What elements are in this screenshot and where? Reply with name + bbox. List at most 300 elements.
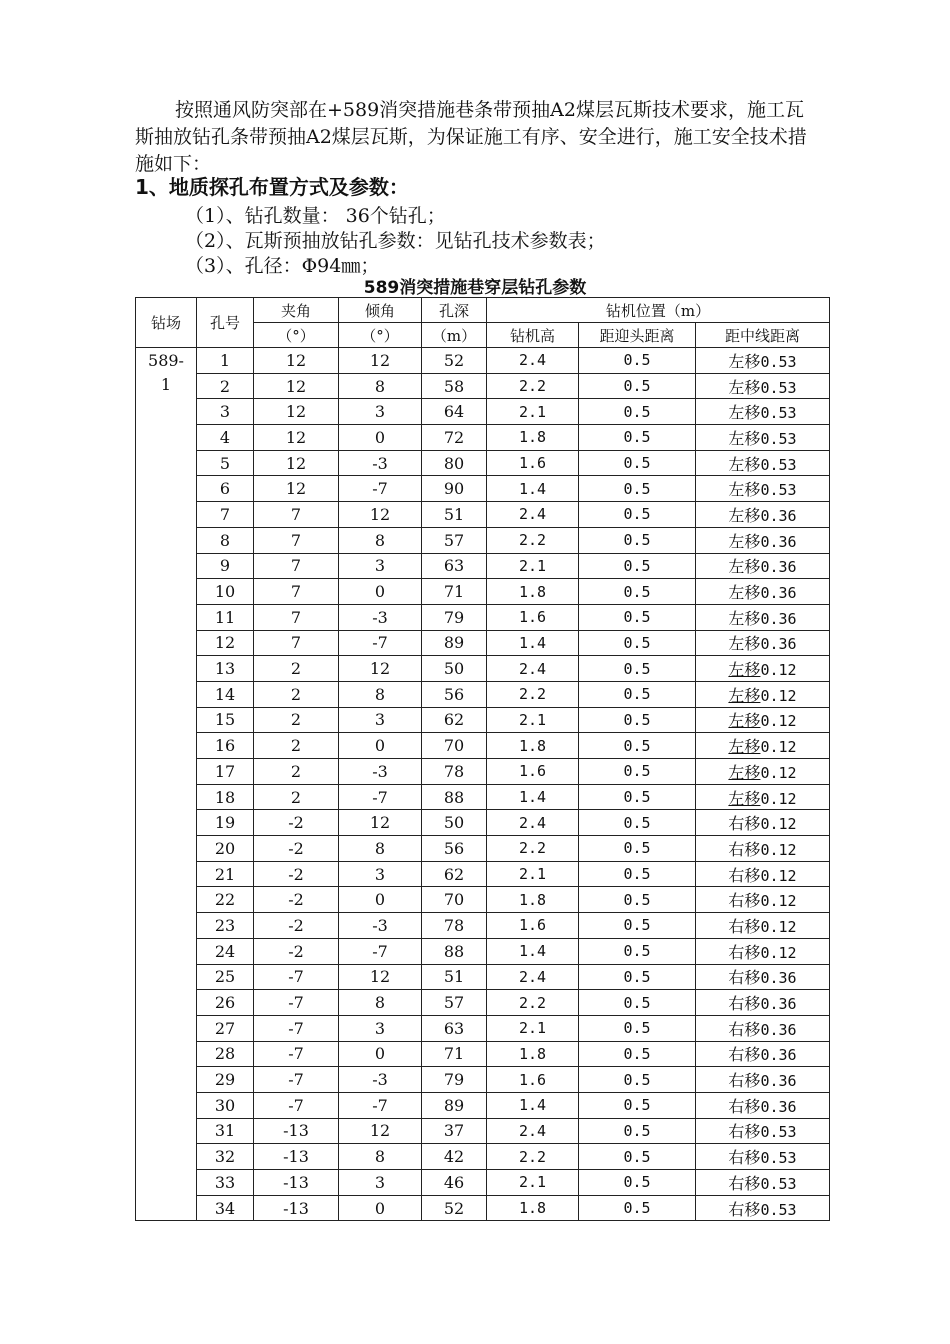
angle-h-cell: -2 [254,938,339,964]
header-dist-face: 距迎头距离 [579,323,696,348]
offset-value: 0.12 [760,943,797,962]
angle-h-cell: -13 [254,1144,339,1170]
dist-center-cell [696,604,830,630]
direction-label: 左移 [728,428,761,448]
angle-h-cell: 12 [254,450,339,476]
rig-height-cell: 1.8 [487,887,579,913]
table-row [136,579,830,605]
offset-value: 0.53 [760,481,797,500]
offset-value: 0.12 [760,686,797,705]
angle-v-cell: -7 [339,630,422,656]
direction-label: 右移 [728,1148,761,1168]
rig-height-cell: 2.4 [487,502,579,528]
rig-height-cell: 1.8 [487,733,579,759]
angle-h-cell: -7 [254,990,339,1016]
direction-label: 左移 [728,737,761,757]
angle-v-cell: 8 [339,681,422,707]
dist-center-cell [696,579,830,605]
angle-v-cell: 8 [339,527,422,553]
rig-height-cell: 1.6 [487,604,579,630]
dist-center-cell [696,1195,830,1221]
angle-h-cell: 7 [254,502,339,528]
dist-center-cell [696,784,830,810]
offset-value: 0.12 [760,866,797,885]
angle-h-cell: 7 [254,527,339,553]
depth-cell: 52 [422,1195,487,1221]
angle-v-cell: -7 [339,784,422,810]
table-row [136,810,830,836]
table-row [136,836,830,862]
dist-face-cell: 0.5 [579,399,696,425]
angle-v-cell: 3 [339,707,422,733]
angle-h-cell: 7 [254,604,339,630]
table-row [136,527,830,553]
dist-center-cell [696,1144,830,1170]
rig-height-cell: 1.6 [487,913,579,939]
table-row [136,759,830,785]
hole-no-cell: 16 [197,733,254,759]
offset-value: 0.36 [760,1072,797,1091]
rig-height-cell: 2.1 [487,553,579,579]
offset-value: 0.36 [760,969,797,988]
table-row [136,502,830,528]
table-row [136,450,830,476]
dist-face-cell: 0.5 [579,836,696,862]
depth-cell: 70 [422,733,487,759]
angle-v-cell: 8 [339,990,422,1016]
dist-center-cell [696,476,830,502]
header-rig-height: 钻机高 [487,323,579,348]
list-item: （2）、瓦斯预抽放钻孔参数：见钻孔技术参数表； [185,230,606,252]
offset-value: 0.12 [760,815,797,834]
offset-value: 0.12 [760,712,797,731]
header-depth-unit: （m） [422,323,487,348]
dist-face-cell: 0.5 [579,1118,696,1144]
table-row [136,476,830,502]
section-heading: 1、地质探孔布置方式及参数： [135,175,409,199]
depth-cell: 57 [422,990,487,1016]
offset-value: 0.12 [760,661,797,680]
dist-center-cell [696,759,830,785]
table-row [136,1170,830,1196]
depth-cell: 78 [422,759,487,785]
table-body [136,348,830,1221]
dist-center-cell [696,348,830,374]
offset-value: 0.36 [760,1097,797,1116]
table-row [136,1067,830,1093]
angle-h-cell: 2 [254,784,339,810]
depth-cell: 62 [422,861,487,887]
header-dist-center: 距中线距离 [696,323,830,348]
depth-cell: 79 [422,1067,487,1093]
hole-no-cell: 30 [197,1092,254,1118]
depth-cell: 88 [422,938,487,964]
dist-center-cell [696,1170,830,1196]
direction-label: 右移 [728,814,761,834]
hole-no-cell: 29 [197,1067,254,1093]
table-row [136,913,830,939]
hole-no-cell: 6 [197,476,254,502]
dist-face-cell: 0.5 [579,450,696,476]
dist-center-cell [696,810,830,836]
hole-no-cell: 15 [197,707,254,733]
dist-face-cell: 0.5 [579,681,696,707]
depth-cell: 89 [422,1092,487,1118]
offset-value: 0.53 [760,455,797,474]
angle-h-cell: -7 [254,1015,339,1041]
direction-label: 左移 [728,557,761,577]
dist-face-cell: 0.5 [579,913,696,939]
depth-cell: 50 [422,810,487,836]
dist-face-cell: 0.5 [579,579,696,605]
table-row [136,1015,830,1041]
direction-label: 左移 [728,505,761,525]
rig-height-cell: 2.2 [487,681,579,707]
angle-v-cell: -3 [339,450,422,476]
table-row [136,1195,830,1221]
direction-label: 左移 [728,403,761,423]
offset-value: 0.36 [760,532,797,551]
header-angle-v-unit: （°） [339,323,422,348]
dist-face-cell: 0.5 [579,964,696,990]
table-row [136,399,830,425]
dist-center-cell [696,733,830,759]
table-row [136,656,830,682]
angle-h-cell: -7 [254,1041,339,1067]
hole-no-cell: 32 [197,1144,254,1170]
hole-no-cell: 7 [197,502,254,528]
depth-cell: 46 [422,1170,487,1196]
angle-v-cell: 3 [339,1170,422,1196]
table-row [136,425,830,451]
table-row [136,373,830,399]
direction-label: 右移 [728,839,761,859]
depth-cell: 79 [422,604,487,630]
angle-h-cell: -2 [254,861,339,887]
dist-face-cell: 0.5 [579,861,696,887]
hole-no-cell: 20 [197,836,254,862]
dist-face-cell: 0.5 [579,990,696,1016]
hole-no-cell: 21 [197,861,254,887]
header-hole-no: 孔号 [197,298,254,348]
rig-height-cell: 2.4 [487,656,579,682]
dist-center-cell [696,1092,830,1118]
table-row [136,1092,830,1118]
offset-value: 0.12 [760,892,797,911]
angle-v-cell: -3 [339,759,422,785]
dist-center-cell [696,913,830,939]
hole-no-cell: 24 [197,938,254,964]
angle-h-cell: -13 [254,1118,339,1144]
depth-cell: 51 [422,502,487,528]
dist-center-cell [696,1067,830,1093]
dist-face-cell: 0.5 [579,733,696,759]
dist-face-cell: 0.5 [579,348,696,374]
intro-text: 按照通风防突部在+589消突措施巷条带预抽A2煤层瓦斯技术要求，施工瓦斯抽放钻孔条带预抽A2煤层瓦斯，为保证施工有序、安全进行，施工安全技术措施如下： [135,99,807,175]
header-station: 钻场 [136,298,197,348]
angle-h-cell: 7 [254,579,339,605]
dist-center-cell [696,1118,830,1144]
offset-value: 0.12 [760,840,797,859]
angle-v-cell: 0 [339,733,422,759]
header-position: 钻机位置（m） [487,298,830,323]
hole-no-cell: 2 [197,373,254,399]
hole-no-cell: 26 [197,990,254,1016]
rig-height-cell: 1.4 [487,784,579,810]
depth-cell: 88 [422,784,487,810]
depth-cell: 80 [422,450,487,476]
dist-center-cell [696,990,830,1016]
dist-center-cell [696,1041,830,1067]
dist-center-cell [696,836,830,862]
direction-label: 左移 [728,634,761,654]
offset-value: 0.53 [760,352,797,371]
angle-h-cell: 2 [254,733,339,759]
offset-value: 0.53 [760,378,797,397]
depth-cell: 72 [422,425,487,451]
dist-face-cell: 0.5 [579,1144,696,1170]
depth-cell: 89 [422,630,487,656]
direction-label: 右移 [728,891,761,911]
angle-h-cell: 2 [254,656,339,682]
dist-face-cell: 0.5 [579,630,696,656]
header-depth: 孔深 [422,298,487,323]
dist-face-cell: 0.5 [579,425,696,451]
dist-center-cell [696,964,830,990]
depth-cell: 71 [422,1041,487,1067]
depth-cell: 71 [422,579,487,605]
angle-v-cell: 3 [339,1015,422,1041]
depth-cell: 57 [422,527,487,553]
direction-label: 右移 [728,1199,761,1219]
direction-label: 右移 [728,968,761,988]
angle-v-cell: 0 [339,1041,422,1067]
hole-no-cell: 11 [197,604,254,630]
dist-center-cell [696,399,830,425]
offset-value: 0.36 [760,506,797,525]
depth-cell: 90 [422,476,487,502]
hole-no-cell: 25 [197,964,254,990]
table-row [136,1144,830,1170]
hole-no-cell: 19 [197,810,254,836]
rig-height-cell: 2.4 [487,348,579,374]
dist-face-cell: 0.5 [579,604,696,630]
dist-face-cell: 0.5 [579,1015,696,1041]
rig-height-cell: 2.4 [487,1118,579,1144]
table-row [136,938,830,964]
dist-center-cell [696,450,830,476]
offset-value: 0.36 [760,1020,797,1039]
hole-no-cell: 3 [197,399,254,425]
dist-center-cell [696,887,830,913]
angle-h-cell: -2 [254,887,339,913]
dist-center-cell [696,527,830,553]
offset-value: 0.36 [760,558,797,577]
offset-value: 0.36 [760,635,797,654]
table-row [136,1041,830,1067]
angle-v-cell: 8 [339,836,422,862]
offset-value: 0.12 [760,789,797,808]
table-row [136,630,830,656]
angle-v-cell: -7 [339,938,422,964]
angle-v-cell: 3 [339,399,422,425]
table-row [136,604,830,630]
dist-face-cell: 0.5 [579,938,696,964]
rig-height-cell: 2.1 [487,399,579,425]
table-title: 589消突措施巷穿层钻孔参数 [363,278,587,298]
angle-v-cell: 0 [339,579,422,605]
list-item: （1）、钻孔数量： 36个钻孔； [185,205,446,227]
direction-label: 左移 [728,660,761,680]
rig-height-cell: 2.1 [487,1015,579,1041]
depth-cell: 70 [422,887,487,913]
offset-value: 0.53 [760,1123,797,1142]
header-angle-h-unit: （°） [254,323,339,348]
depth-cell: 56 [422,681,487,707]
direction-label: 左移 [728,583,761,603]
table-row [136,681,830,707]
angle-v-cell: 3 [339,861,422,887]
direction-label: 左移 [728,762,761,782]
angle-v-cell: -3 [339,604,422,630]
angle-h-cell: 12 [254,425,339,451]
direction-label: 左移 [728,531,761,551]
header-angle-v: 倾角 [339,298,422,323]
direction-label: 右移 [728,1173,761,1193]
direction-label: 右移 [728,1071,761,1091]
angle-h-cell: -13 [254,1170,339,1196]
dist-face-cell: 0.5 [579,1041,696,1067]
rig-height-cell: 2.2 [487,373,579,399]
direction-label: 左移 [728,377,761,397]
direction-label: 右移 [728,916,761,936]
dist-face-cell: 0.5 [579,502,696,528]
angle-v-cell: -3 [339,1067,422,1093]
rig-height-cell: 1.6 [487,450,579,476]
dist-center-cell [696,630,830,656]
dist-face-cell: 0.5 [579,707,696,733]
dist-center-cell [696,861,830,887]
dist-center-cell [696,938,830,964]
angle-v-cell: -7 [339,1092,422,1118]
hole-no-cell: 17 [197,759,254,785]
hole-no-cell: 31 [197,1118,254,1144]
angle-h-cell: 7 [254,553,339,579]
hole-no-cell: 34 [197,1195,254,1221]
angle-v-cell: 12 [339,502,422,528]
hole-no-cell: 18 [197,784,254,810]
dist-face-cell: 0.5 [579,527,696,553]
direction-label: 左移 [728,788,761,808]
table-row [136,707,830,733]
offset-value: 0.53 [760,1174,797,1193]
rig-height-cell: 2.4 [487,810,579,836]
table-row [136,733,830,759]
offset-value: 0.12 [760,763,797,782]
rig-height-cell: 2.2 [487,1144,579,1170]
hole-no-cell: 4 [197,425,254,451]
angle-v-cell: -7 [339,476,422,502]
dist-face-cell: 0.5 [579,1170,696,1196]
rig-height-cell: 2.1 [487,861,579,887]
dist-face-cell: 0.5 [579,810,696,836]
offset-value: 0.12 [760,738,797,757]
angle-v-cell: 3 [339,553,422,579]
angle-v-cell: 12 [339,810,422,836]
angle-h-cell: 2 [254,707,339,733]
angle-v-cell: 12 [339,656,422,682]
offset-value: 0.36 [760,609,797,628]
depth-cell: 78 [422,913,487,939]
depth-cell: 56 [422,836,487,862]
rig-height-cell: 1.4 [487,476,579,502]
table-row [136,1118,830,1144]
rig-height-cell: 1.4 [487,1092,579,1118]
depth-cell: 63 [422,553,487,579]
angle-v-cell: 8 [339,373,422,399]
offset-value: 0.53 [760,429,797,448]
rig-height-cell: 2.2 [487,990,579,1016]
angle-v-cell: 0 [339,887,422,913]
direction-label: 左移 [728,608,761,628]
hole-no-cell: 28 [197,1041,254,1067]
direction-label: 左移 [728,685,761,705]
hole-no-cell: 9 [197,553,254,579]
depth-cell: 42 [422,1144,487,1170]
dist-face-cell: 0.5 [579,553,696,579]
rig-height-cell: 1.6 [487,759,579,785]
direction-label: 右移 [728,942,761,962]
hole-no-cell: 13 [197,656,254,682]
angle-v-cell: 12 [339,348,422,374]
rig-height-cell: 1.4 [487,630,579,656]
rig-height-cell: 1.6 [487,1067,579,1093]
hole-no-cell: 5 [197,450,254,476]
offset-value: 0.36 [760,1046,797,1065]
angle-h-cell: -7 [254,1092,339,1118]
angle-v-cell: -3 [339,913,422,939]
offset-value: 0.36 [760,995,797,1014]
rig-height-cell: 2.1 [487,1170,579,1196]
rig-height-cell: 1.8 [487,1195,579,1221]
dist-center-cell [696,373,830,399]
depth-cell: 58 [422,373,487,399]
rig-height-cell: 1.8 [487,1041,579,1067]
angle-v-cell: 0 [339,1195,422,1221]
direction-label: 右移 [728,865,761,885]
depth-cell: 51 [422,964,487,990]
table-row [136,348,830,374]
dist-center-cell [696,502,830,528]
table-row [136,990,830,1016]
intro-paragraph [135,97,815,178]
dist-face-cell: 0.5 [579,887,696,913]
angle-h-cell: 7 [254,630,339,656]
angle-h-cell: -7 [254,1067,339,1093]
dist-center-cell [696,425,830,451]
rig-height-cell: 1.4 [487,938,579,964]
direction-label: 右移 [728,994,761,1014]
table-row [136,964,830,990]
hole-no-cell: 14 [197,681,254,707]
angle-v-cell: 0 [339,425,422,451]
drill-parameters-table [135,297,830,1221]
dist-face-cell: 0.5 [579,1092,696,1118]
depth-cell: 62 [422,707,487,733]
dist-face-cell: 0.5 [579,759,696,785]
angle-h-cell: 2 [254,759,339,785]
hole-no-cell: 10 [197,579,254,605]
